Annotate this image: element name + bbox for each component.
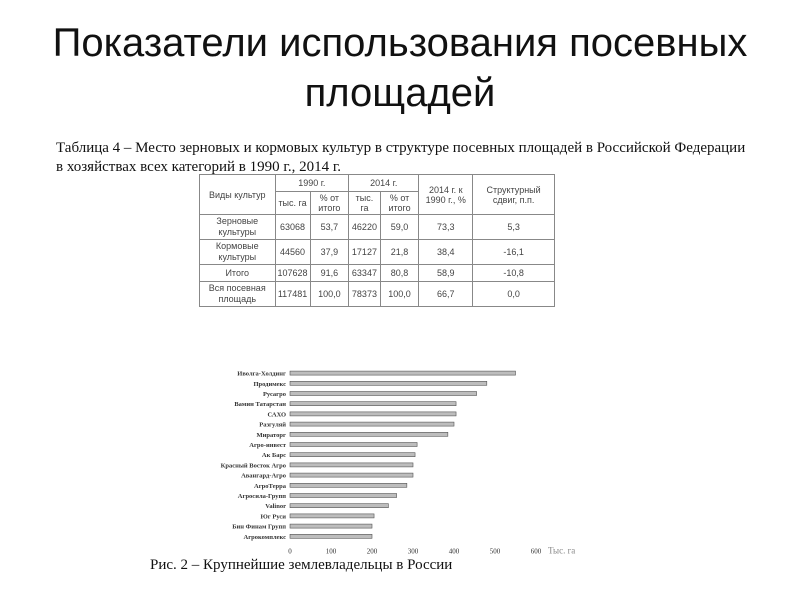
row-label: Вся посевная площадь xyxy=(200,282,276,307)
row-label: Зерновые культуры xyxy=(200,215,276,240)
subheader-thousand-ha-1990: тыс. га xyxy=(275,192,310,215)
cell: 80,8 xyxy=(380,265,419,282)
category-label: Агросила-Групп xyxy=(237,493,286,500)
row-label: Кормовые культуры xyxy=(200,240,276,265)
cell: 91,6 xyxy=(310,265,349,282)
x-tick-label: 0 xyxy=(288,547,292,556)
category-label: Красный Восток Агро xyxy=(220,462,286,470)
cell: 63347 xyxy=(349,265,381,282)
bar xyxy=(290,453,415,457)
bar xyxy=(290,483,407,487)
bar xyxy=(290,443,417,447)
table-row xyxy=(200,240,555,265)
header-structural-shift: Структурный сдвиг, п.п. xyxy=(473,175,555,215)
category-label: Юг Руси xyxy=(260,513,286,521)
cell: 53,7 xyxy=(310,215,349,240)
bar xyxy=(290,381,487,385)
cell: 66,7 xyxy=(419,282,473,307)
cell: 17127 xyxy=(349,240,381,265)
category-label: Русагро xyxy=(262,391,286,398)
x-tick-label: 100 xyxy=(325,547,337,556)
bar xyxy=(290,473,413,477)
header-crop: Виды культур xyxy=(200,175,276,215)
cell: 21,8 xyxy=(380,240,419,265)
table-row xyxy=(200,215,555,240)
header-1990: 1990 г. xyxy=(275,175,349,192)
category-label: Ак Барс xyxy=(261,452,286,460)
cell: -10,8 xyxy=(473,265,555,282)
subheader-thousand-ha-2014: тыс. га xyxy=(349,192,381,215)
cell: 73,3 xyxy=(419,215,473,240)
bar xyxy=(290,392,477,396)
bar xyxy=(290,371,516,375)
category-label: Мираторг xyxy=(256,431,286,439)
bar xyxy=(290,524,372,528)
subheader-percent-1990: % от итого xyxy=(310,192,349,215)
x-tick-label: 400 xyxy=(448,547,460,556)
table-row xyxy=(200,282,555,307)
category-label: Продимекс xyxy=(253,380,286,388)
landowners-chart-svg xyxy=(196,362,596,562)
cell: 63068 xyxy=(275,215,310,240)
cell: 78373 xyxy=(349,282,381,307)
category-label: Вамин Татарстан xyxy=(234,401,286,409)
cell: 117481 xyxy=(275,282,310,307)
header-2014: 2014 г. xyxy=(349,175,419,192)
category-label: Агрокомплекс xyxy=(243,533,286,541)
x-tick-label: 200 xyxy=(366,547,378,556)
category-label: Агро-инвест xyxy=(249,442,286,449)
bar xyxy=(290,412,456,416)
header-ratio: 2014 г. к 1990 г., % xyxy=(419,175,473,215)
category-label: Иволга-Холдинг xyxy=(237,370,286,378)
bar xyxy=(290,504,388,508)
cell: 0,0 xyxy=(473,282,555,307)
bar xyxy=(290,422,454,426)
slide-title: Показатели использования посевных площадей xyxy=(52,21,748,115)
bar xyxy=(290,494,397,498)
category-label: Разгуляй xyxy=(259,421,286,429)
bar xyxy=(290,432,448,436)
bar xyxy=(290,463,413,467)
category-label: АгроТерра xyxy=(254,482,286,490)
bar xyxy=(290,402,456,406)
cell: 59,0 xyxy=(380,215,419,240)
cell: 5,3 xyxy=(473,215,555,240)
table-caption: Таблица 4 – Место зерновых и кормовых культур в структуре посевных площадей в Российской Федерации в хозяйствах всех категорий в 1990 г., 2014 г. xyxy=(56,140,746,175)
x-tick-label: 500 xyxy=(489,547,501,556)
table-row xyxy=(200,265,555,282)
subheader-percent-2014: % от итого xyxy=(380,192,419,215)
cell: 107628 xyxy=(275,265,310,282)
cell: 38,4 xyxy=(419,240,473,265)
cell: 44560 xyxy=(275,240,310,265)
cell: -16,1 xyxy=(473,240,555,265)
x-tick-label: 600 xyxy=(530,547,542,556)
cell: 100,0 xyxy=(380,282,419,307)
category-label: САХО xyxy=(267,411,286,419)
cell: 58,9 xyxy=(419,265,473,282)
bar xyxy=(290,514,374,518)
crop-table xyxy=(199,174,555,307)
x-axis-label: Тыс. га xyxy=(548,545,576,556)
landowners-chart xyxy=(196,362,596,562)
category-label: Авангард-Агро xyxy=(241,472,286,480)
cell: 100,0 xyxy=(310,282,349,307)
row-label: Итого xyxy=(200,265,276,282)
cell: 46220 xyxy=(349,215,381,240)
category-label: Valinor xyxy=(265,503,286,511)
cell: 37,9 xyxy=(310,240,349,265)
x-tick-label: 300 xyxy=(407,547,419,556)
figure-caption: Рис. 2 – Крупнейшие землевладельцы в России xyxy=(150,557,453,573)
category-label: Бин Финам Групп xyxy=(232,523,286,531)
bar xyxy=(290,534,372,538)
